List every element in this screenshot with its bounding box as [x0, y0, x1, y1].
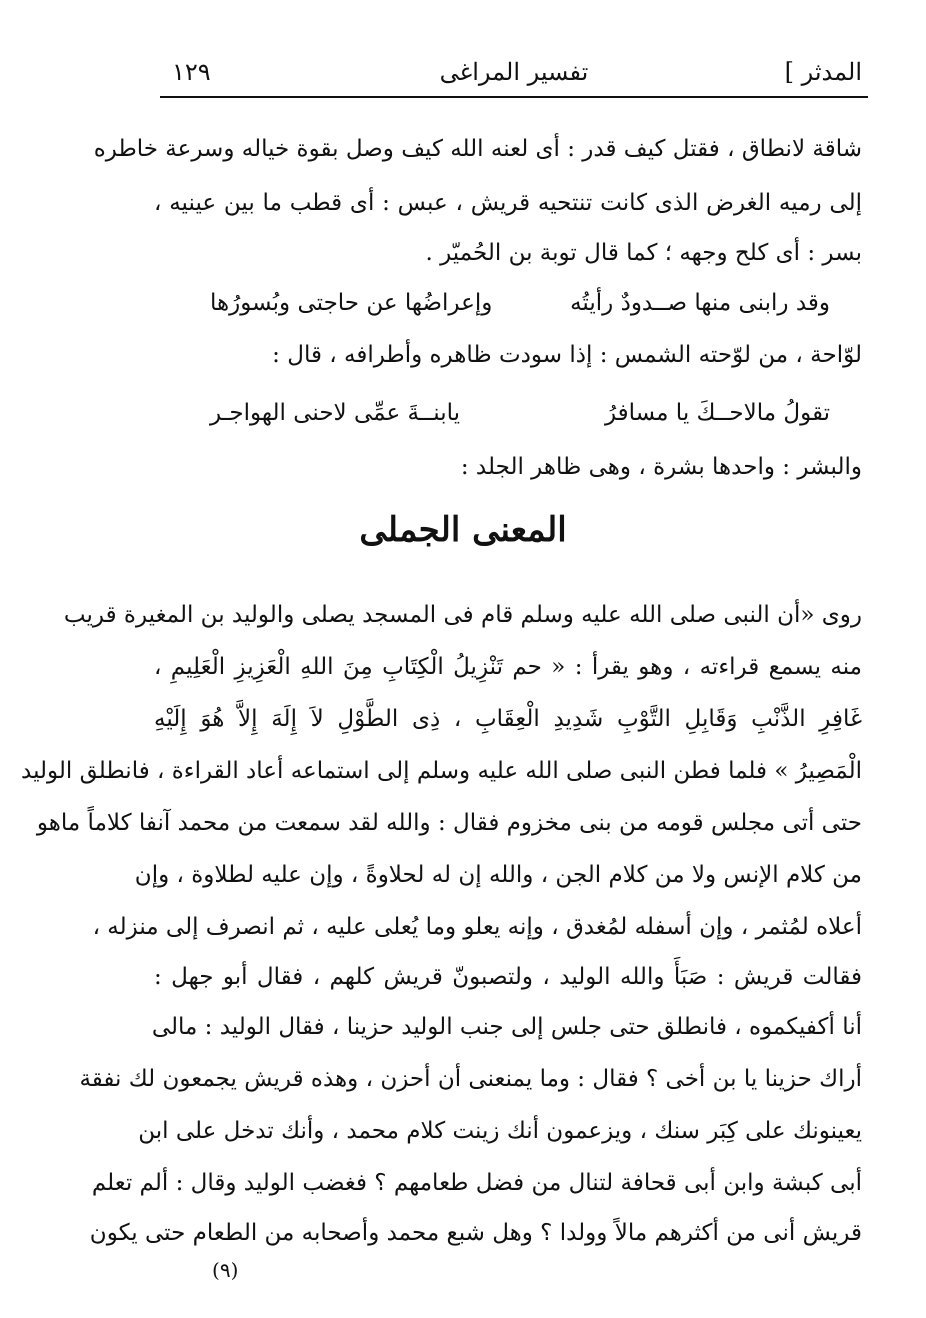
text-line: روى «أن النبى صلى الله عليه وسلم قام فى المسجد يصلى والوليد بن المغيرة قريب: [63, 602, 862, 628]
text-line: أعلاه لمُثمر ، وإن أسفله لمُغدق ، وإنه يعلو وما يُعلى عليه ، ثم انصرف إلى منزله ،: [92, 914, 862, 940]
text-line: بسر : أى كلح وجهه ؛ كما قال توبة بن الحُميّر .: [425, 240, 862, 266]
text-line: إلى رميه الغرض الذى كانت تنتحيه قريش ، عبس : أى قطب ما بين عينيه ،: [154, 190, 862, 216]
signature-mark: (٩): [212, 1258, 239, 1282]
text-line: قريش أنى من أكثرهم مالاً وولدا ؟ وهل شبع محمد وأصحابه من الطعام حتى يكون: [89, 1220, 862, 1246]
header-rule: [160, 96, 868, 98]
verse-hemistich: تقولُ مالاحــكَ يا مسافرُ: [604, 400, 830, 426]
page-number: ١٢٩: [172, 58, 211, 86]
text-line: حتى أتى مجلس قومه من بنى مخزوم فقال : والله لقد سمعت من محمد آنفا كلاماً ماهو: [36, 810, 862, 836]
text-line: من كلام الإنس ولا من كلام الجن ، والله إن له لحلاوةً ، وإن عليه لطلاوة ، وإن: [134, 862, 862, 888]
section-heading: المعنى الجملى: [359, 510, 567, 550]
verse-hemistich: وإعراضُها عن حاجتى وبُسورُها: [210, 290, 493, 316]
text-line: أراك حزينا يا بن أخى ؟ فقال : وما يمنعنى أن أحزن ، وهذه قريش يجمعون لك نفقة: [79, 1066, 862, 1092]
verse-hemistich: وقد رابنى منها صــدودٌ رأيتُه: [570, 290, 830, 316]
text-line: والبشر : واحدها بشرة ، وهى ظاهر الجلد :: [460, 454, 862, 480]
text-line: منه يسمع قراءته ، وهو يقرأ : « حم تَنْزِيلُ الْكِتَابِ مِنَ اللهِ الْعَزِيزِ الْعَلِيمِ ،: [154, 654, 862, 680]
verse-hemistich: يابنــةَ عمِّى لاحنى الهواجـر: [210, 400, 461, 426]
text-line: أبى كبشة وابن أبى قحافة لتنال من فضل طعامهم ؟ فغضب الوليد وقال : ألم تعلم: [91, 1170, 862, 1196]
poetry-verse: [210, 286, 830, 320]
text-line: فقالت قريش : صَبَأَ والله الوليد ، ولتصبونّ قريش كلهم ، فقال أبو جهل :: [154, 964, 862, 990]
text-line: غَافِرِ الذَّنْبِ وَقَابِلِ التَّوْبِ شَدِيدِ الْعِقَابِ ، ذِى الطَّوْلِ لاَ إِلَهَ إِلاَّ هُوَ إِلَيْهِ: [154, 706, 862, 732]
text-line: الْمَصِيرُ » فلما فطن النبى صلى الله عليه وسلم إلى استماعه أعاد القراءة ، فانطلق الوليد: [21, 758, 862, 784]
text-line: شاقة لانطاق ، فقتل كيف قدر : أى لعنه الله كيف وصل بقوة خياله وسرعة خاطره: [93, 136, 862, 162]
page-header: [160, 48, 868, 94]
text-line: لوّاحة ، من لوّحته الشمس : إذا سودت ظاهره وأطرافه ، قال :: [272, 342, 862, 368]
poetry-verse: [210, 396, 830, 430]
running-title: تفسير المراغى: [439, 58, 589, 86]
text-line: أنا أكفيكموه ، فانطلق حتى جلس إلى جنب الوليد حزينا ، فقال الوليد : مالى: [151, 1014, 862, 1040]
text-line: يعينونك على كِبَر سنك ، ويزعمون أنك زينت كلام محمد ، وأنك تدخل على ابن: [138, 1118, 862, 1144]
surah-name: المدثر ]: [784, 58, 862, 86]
